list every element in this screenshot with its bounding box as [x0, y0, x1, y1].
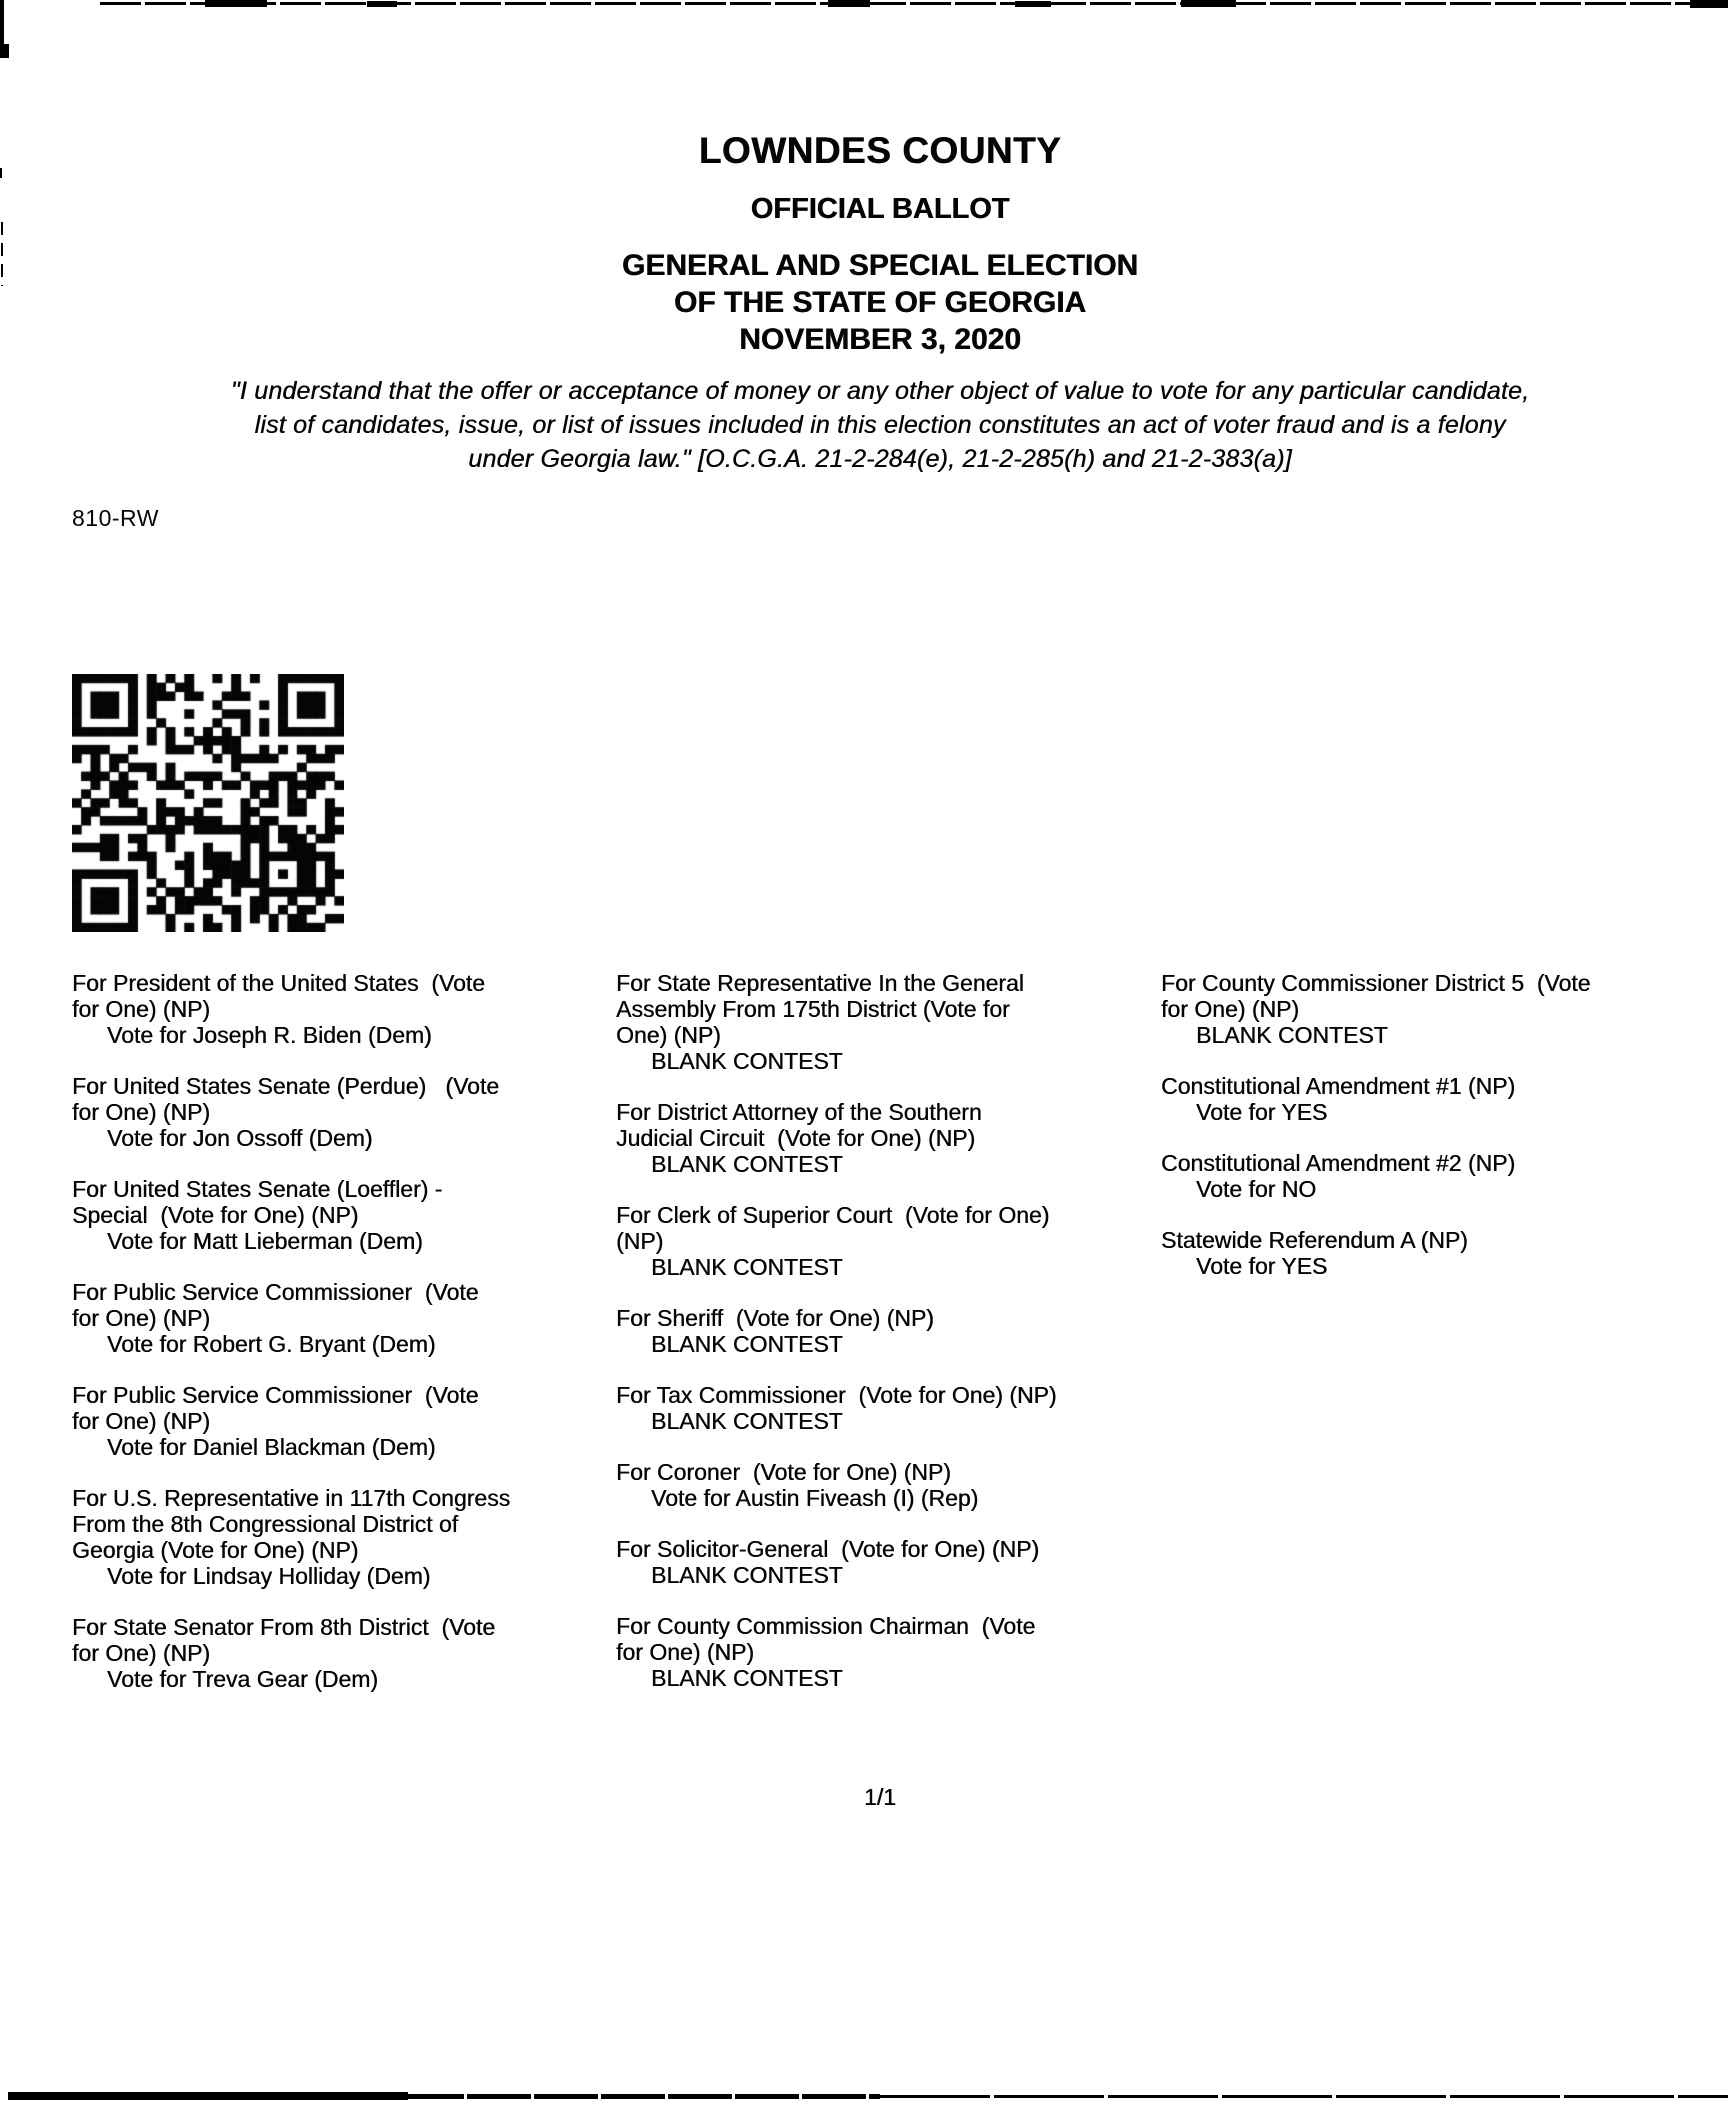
ballot-qr-code	[72, 674, 344, 932]
contest	[72, 1176, 602, 1254]
vote-selection: Vote for Daniel Blackman (Dem)	[107, 1434, 436, 1460]
contest-title-line: for One) (NP)	[1161, 996, 1300, 1022]
contest	[72, 1485, 602, 1589]
vote-selection: Vote for Matt Lieberman (Dem)	[107, 1228, 423, 1254]
vote-selection: Vote for NO	[1196, 1176, 1317, 1202]
contest-title-line: Assembly From 175th District (Vote for	[616, 996, 1010, 1022]
scan-artifact-left-tick	[0, 168, 2, 178]
contest	[1161, 1150, 1728, 1202]
county-title: LOWNDES COUNTY	[698, 130, 1062, 171]
scan-artifact-bottom-edge	[400, 2094, 880, 2099]
contest	[72, 1614, 602, 1692]
scan-artifact-top-blob	[828, 0, 870, 7]
contest-title-line: for One) (NP)	[616, 1639, 755, 1665]
contest-title-line: Constitutional Amendment #2 (NP)	[1161, 1150, 1516, 1176]
contest	[616, 1305, 1161, 1357]
contest-title-line: for One) (NP)	[72, 1099, 211, 1125]
vote-selection: Vote for YES	[1196, 1253, 1328, 1279]
blank-contest-label: BLANK CONTEST	[651, 1151, 843, 1177]
contest	[1161, 1073, 1728, 1125]
voter-fraud-notice-line: list of candidates, issue, or list of issues included in this election constitutes an act of voter fraud and is a felony	[254, 411, 1506, 439]
blank-contest-label: BLANK CONTEST	[651, 1331, 843, 1357]
scan-artifact-left-dashes	[1, 222, 3, 286]
contest-title-line: For District Attorney of the Southern	[616, 1099, 982, 1125]
scan-artifact-bottom-edge	[880, 2095, 1728, 2098]
vote-selection: Vote for YES	[1196, 1099, 1328, 1125]
contest-title-line: One) (NP)	[616, 1022, 721, 1048]
contest-title-line: For State Representative In the General	[616, 970, 1024, 996]
contest-title-line: Special (Vote for One) (NP)	[72, 1202, 359, 1228]
contest-title-line: From the 8th Congressional District of	[72, 1511, 459, 1537]
contest	[616, 1382, 1161, 1434]
vote-selection: Vote for Treva Gear (Dem)	[107, 1666, 378, 1692]
scan-artifact-top-edge	[100, 2, 1728, 5]
contest	[616, 1099, 1161, 1177]
contest-title-line: for One) (NP)	[72, 1408, 211, 1434]
contest	[616, 1202, 1161, 1280]
election-title-line: OF THE STATE OF GEORGIA	[673, 286, 1087, 319]
vote-selection: Vote for Lindsay Holliday (Dem)	[107, 1563, 431, 1589]
blank-contest-label: BLANK CONTEST	[651, 1665, 843, 1691]
contest	[616, 1459, 1161, 1511]
contest	[616, 1613, 1161, 1691]
voter-fraud-notice-line: under Georgia law." [O.C.G.A. 21-2-284(e), 21-2-285(h) and 21-2-383(a)]	[468, 445, 1292, 473]
contest-title-line: for One) (NP)	[72, 996, 211, 1022]
contest	[616, 970, 1161, 1074]
contest	[72, 1279, 602, 1357]
contest-title-line: For Sheriff (Vote for One) (NP)	[616, 1305, 934, 1331]
ballot-type-title: OFFICIAL BALLOT	[750, 193, 1010, 225]
election-title-line: GENERAL AND SPECIAL ELECTION	[621, 249, 1139, 282]
contest-title-line: For County Commissioner District 5 (Vote	[1161, 970, 1591, 996]
election-title	[32, 247, 1728, 358]
election-title-line: NOVEMBER 3, 2020	[739, 323, 1021, 356]
ballot-style-code: 810-RW	[72, 505, 159, 531]
blank-contest-label: BLANK CONTEST	[1196, 1022, 1388, 1048]
scan-artifact-top-blob	[1015, 1, 1051, 7]
contest-title-line: For Coroner (Vote for One) (NP)	[616, 1459, 951, 1485]
contest-title-line: For Tax Commissioner (Vote for One) (NP)	[616, 1382, 1057, 1408]
contest	[1161, 970, 1728, 1048]
contest	[72, 1382, 602, 1460]
blank-contest-label: BLANK CONTEST	[651, 1254, 843, 1280]
contest-title-line: For Solicitor-General (Vote for One) (NP)	[616, 1536, 1040, 1562]
contest	[616, 1536, 1161, 1588]
blank-contest-label: BLANK CONTEST	[651, 1562, 843, 1588]
contest-title-line: Constitutional Amendment #1 (NP)	[1161, 1073, 1516, 1099]
contest	[72, 970, 602, 1048]
contest-title-line: For United States Senate (Loeffler) -	[72, 1176, 443, 1202]
scan-artifact-top-blob	[1690, 0, 1728, 8]
contest-title-line: For United States Senate (Perdue) (Vote	[72, 1073, 500, 1099]
contest-title-line: For Public Service Commissioner (Vote	[72, 1382, 479, 1408]
contest-title-line: (NP)	[616, 1228, 664, 1254]
vote-selection: Vote for Jon Ossoff (Dem)	[107, 1125, 373, 1151]
contest	[72, 1073, 602, 1151]
vote-selection: Vote for Austin Fiveash (I) (Rep)	[651, 1485, 979, 1511]
contest-title-line: For President of the United States (Vote	[72, 970, 485, 996]
contest-title-line: Statewide Referendum A (NP)	[1161, 1227, 1468, 1253]
blank-contest-label: BLANK CONTEST	[651, 1408, 843, 1434]
contest	[1161, 1227, 1728, 1279]
contest-column	[616, 970, 1161, 1716]
page-number: 1/1	[864, 1784, 896, 1810]
contest-title-line: For U.S. Representative in 117th Congress	[72, 1485, 511, 1511]
contest-title-line: for One) (NP)	[72, 1305, 211, 1331]
contest-title-line: For State Senator From 8th District (Vote	[72, 1614, 496, 1640]
scan-artifact-bottom-edge	[8, 2092, 408, 2100]
contest-title-line: For Clerk of Superior Court (Vote for One)	[616, 1202, 1050, 1228]
voter-fraud-notice	[32, 374, 1728, 476]
scan-artifact-top-blob	[367, 1, 397, 7]
blank-contest-label: BLANK CONTEST	[651, 1048, 843, 1074]
voter-fraud-notice-line: "I understand that the offer or acceptance of money or any other object of value to vote for any particular candidate,	[230, 377, 1530, 405]
contest-title-line: For Public Service Commissioner (Vote	[72, 1279, 479, 1305]
contest-title-line: for One) (NP)	[72, 1640, 211, 1666]
contest-title-line: Judicial Circuit (Vote for One) (NP)	[616, 1125, 976, 1151]
vote-selection: Vote for Joseph R. Biden (Dem)	[107, 1022, 432, 1048]
contest-column	[72, 970, 602, 1717]
scan-artifact-top-blob	[1181, 0, 1236, 7]
scan-artifact-left-blob	[0, 44, 9, 58]
contest-title-line: For County Commission Chairman (Vote	[616, 1613, 1036, 1639]
contest-title-line: Georgia (Vote for One) (NP)	[72, 1537, 359, 1563]
scan-artifact-top-blob	[205, 0, 267, 7]
vote-selection: Vote for Robert G. Bryant (Dem)	[107, 1331, 436, 1357]
contest-column	[1161, 970, 1728, 1304]
